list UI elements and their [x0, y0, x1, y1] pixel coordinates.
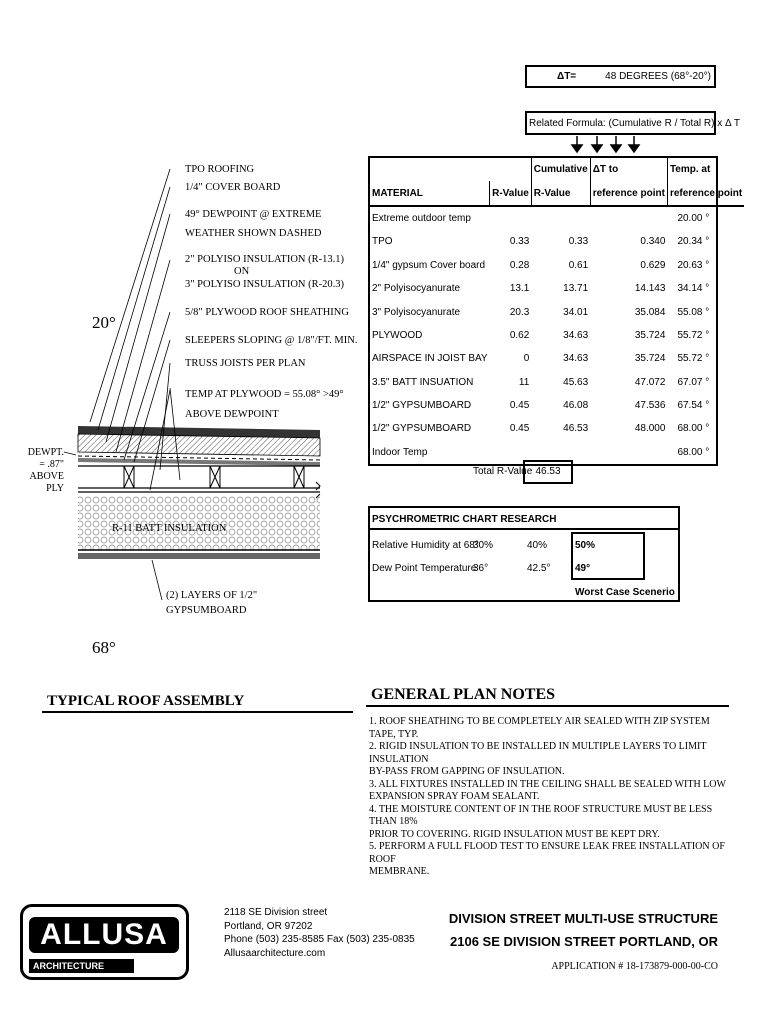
delta-t-cell	[590, 441, 667, 464]
cum-rvalue-cell: 0.61	[568, 259, 589, 271]
material-cell: 1/2" GYPSUMBOARD	[372, 400, 472, 412]
material-cell: 3.5" BATT INSUATION	[372, 376, 474, 388]
delta-t-cell: 0.629	[640, 259, 666, 271]
address-line-1: 2118 SE Division street	[224, 907, 328, 918]
material-cell: TPO	[372, 236, 393, 248]
project-title: DIVISION STREET MULTI-USE STRUCTURE	[448, 911, 718, 926]
dewpt-line-2: = .87"	[39, 459, 64, 470]
label-polyiso-1: 2" POLYISO INSULATION (R-13.1)	[185, 254, 344, 265]
delta-t-cell: 14.143	[634, 283, 666, 295]
temp-cell: 55.08 °	[677, 306, 710, 318]
table-row	[370, 254, 744, 277]
psychrometric-table	[368, 506, 680, 602]
material-cell: 2" Polyisocyanurate	[372, 283, 461, 295]
project-address: 2106 SE DIVISION STREET PORTLAND, OR	[450, 934, 718, 949]
table-row	[370, 324, 744, 347]
note-line: EXPANSION SPRAY FOAM SEALANT.	[369, 791, 540, 802]
table-row	[370, 417, 744, 440]
total-label: Total R-Value	[473, 466, 533, 477]
note-line: 3. ALL FIXTURES INSTALLED IN THE CEILING SHALL BE SEALED WITH LOW	[369, 778, 726, 790]
header-ref-temp: reference point	[667, 181, 744, 205]
rh-label: Relative Humidity at 68°	[372, 540, 479, 551]
delta-t-cell	[590, 206, 667, 230]
delta-t-cell: 47.536	[634, 400, 666, 412]
material-cell: 3" Polyisocyanurate	[372, 306, 461, 318]
dp-49: 49°	[575, 563, 591, 574]
note-line: 5. PERFORM A FULL FLOOD TEST TO ENSURE LEAK FREE INSTALLATION OF ROOF	[369, 841, 725, 865]
outside-temp: 20°	[92, 313, 116, 332]
rvalue-cell: 0.45	[509, 400, 530, 412]
cum-rvalue-cell: 34.63	[563, 353, 589, 365]
rvalue-cell: 13.1	[509, 283, 530, 295]
dewpt-line-3: ABOVE	[29, 471, 64, 482]
delta-t-cell: 47.072	[634, 376, 666, 388]
delta-t-cell: 35.724	[634, 353, 666, 365]
psych-title: PSYCHROMETRIC CHART RESEARCH	[372, 514, 557, 525]
temp-cell: 68.00 °	[677, 423, 710, 435]
phone-fax: Phone (503) 235-8585 Fax (503) 235-0835	[224, 934, 415, 945]
delta-t-value: 48 DEGREES (68°-20°)	[605, 71, 711, 82]
delta-t-box	[525, 65, 716, 88]
temp-cell: 34.14 °	[677, 283, 710, 295]
label-batt: R-11 BATT INSULATION	[112, 523, 227, 534]
delta-t-cell: 35.724	[634, 329, 666, 341]
down-arrows	[570, 135, 650, 155]
roof-assembly-title: TYPICAL ROOF ASSEMBLY	[47, 693, 245, 709]
material-cell: PLYWOOD	[372, 329, 423, 341]
material-cell: 1/4" gypsum Cover board	[372, 259, 486, 271]
table-row	[370, 347, 744, 370]
header-rvalue: R-Value	[490, 181, 532, 205]
table-row	[370, 230, 744, 253]
cum-rvalue-cell: 34.63	[563, 329, 589, 341]
firm-logo	[20, 904, 189, 980]
rvalue-cell: 0.33	[509, 236, 530, 248]
label-truss: TRUSS JOISTS PER PLAN	[185, 358, 306, 369]
cum-rvalue-cell: 13.71	[563, 283, 589, 295]
cum-rvalue-cell: 45.63	[563, 376, 589, 388]
header-cum-rvalue: R-Value	[531, 181, 590, 205]
material-cell: Indoor Temp	[372, 446, 428, 458]
label-dewpoint-1: 49° DEWPOINT @ EXTREME	[185, 209, 322, 220]
rvalue-cell	[490, 206, 532, 230]
delta-t-label: ΔT=	[557, 71, 577, 82]
label-gyp-1: (2) LAYERS OF 1/2"	[166, 590, 258, 601]
header-cumulative: Cumulative	[531, 158, 590, 181]
rvalue-cell: 20.3	[509, 306, 530, 318]
application-number: APPLICATION # 18-173879-000-00-CO	[551, 961, 718, 972]
label-cover-board: 1/4" COVER BOARD	[185, 182, 281, 193]
delta-t-cell: 35.084	[634, 306, 666, 318]
notes-title-rule	[366, 705, 729, 707]
label-plywood: 5/8" PLYWOOD ROOF SHEATHING	[185, 307, 349, 318]
logo-sub: ARCHITECTURE	[29, 959, 134, 973]
label-temp-2: ABOVE DEWPOINT	[185, 409, 279, 420]
cum-rvalue-cell: 46.53	[563, 423, 589, 435]
rh-30: 30%	[473, 540, 494, 551]
table-row	[370, 277, 744, 300]
rvalue-cell: 0.28	[509, 259, 530, 271]
cum-rvalue-cell	[531, 206, 590, 230]
address-line-2: Portland, OR 97202	[224, 920, 313, 932]
r-value-table	[368, 156, 743, 466]
firm-address	[224, 906, 415, 960]
delta-t-cell: 48.000	[634, 423, 666, 435]
temp-cell: 20.63 °	[677, 259, 710, 271]
label-polyiso-2: 3" POLYISO INSULATION (R-20.3)	[185, 279, 344, 290]
formula-box	[525, 111, 741, 135]
note-line: BY-PASS FROM GAPPING OF INSULATION.	[369, 766, 565, 777]
temp-cell: 67.07 °	[677, 376, 710, 388]
table-row	[370, 300, 744, 323]
label-gyp-2: GYPSUMBOARD	[166, 605, 247, 616]
table-row	[370, 394, 744, 417]
temp-cell: 68.00 °	[677, 446, 710, 458]
formula-text: Related Formula: (Cumulative R / Total R) x Δ T	[529, 118, 741, 129]
general-notes	[369, 716, 729, 879]
note-line: MEMBRANE.	[369, 866, 430, 877]
note-line: 1. ROOF SHEATHING TO BE COMPLETELY AIR SEALED WITH ZIP SYSTEM TAPE, TYP.	[369, 716, 710, 740]
cum-rvalue-cell: 0.33	[568, 236, 589, 248]
temp-cell: 20.34 °	[677, 236, 710, 248]
worst-case-label: Worst Case Scenerio	[575, 587, 675, 598]
material-cell: AIRSPACE IN JOIST BAY	[372, 353, 488, 365]
label-sleepers: SLEEPERS SLOPING @ 1/8"/FT. MIN.	[185, 335, 358, 346]
roof-title-rule	[42, 711, 353, 713]
header-ref-point: reference point	[590, 181, 667, 205]
label-dewpoint-2: WEATHER SHOWN DASHED	[185, 228, 322, 239]
notes-title: GENERAL PLAN NOTES	[371, 686, 556, 703]
total-value: 46.53	[523, 460, 573, 484]
table-row	[370, 371, 744, 394]
temp-cell: 67.54 °	[677, 400, 710, 412]
website: Allusaarchitecture.com	[224, 947, 326, 959]
temp-cell: 55.72 °	[677, 353, 710, 365]
inside-temp: 68°	[92, 638, 116, 657]
temp-cell: 20.00 °	[677, 212, 710, 224]
note-line: 4. THE MOISTURE CONTENT OF IN THE ROOF STRUCTURE MUST BE LESS THAN 18%	[369, 803, 713, 827]
dp-label: Dew Point Temperature	[372, 563, 477, 574]
label-polyiso-on: ON	[234, 266, 250, 277]
roof-layers	[78, 426, 320, 492]
material-cell: 1/2" GYPSUMBOARD	[372, 423, 472, 435]
material-cell: Extreme outdoor temp	[372, 212, 471, 224]
rvalue-cell: 0	[523, 353, 530, 365]
table-header-top	[370, 158, 744, 181]
note-line: 2. RIGID INSULATION TO BE INSTALLED IN MULTIPLE LAYERS TO LIMIT INSULATION	[369, 741, 707, 765]
table-header	[370, 181, 744, 205]
header-delta-t: ΔT to	[590, 158, 667, 181]
header-temp-at: Temp. at	[667, 158, 744, 181]
temp-cell: 55.72 °	[677, 329, 710, 341]
dewpt-note	[26, 447, 64, 495]
header-material: MATERIAL	[372, 187, 423, 199]
total-row	[368, 460, 573, 484]
delta-t-cell: 0.340	[640, 236, 666, 248]
worst-case-highlight	[571, 532, 645, 580]
rvalue-cell: 11	[518, 376, 530, 388]
cum-rvalue-cell: 46.08	[563, 400, 589, 412]
cum-rvalue-cell: 34.01	[563, 306, 589, 318]
label-temp-1: TEMP AT PLYWOOD = 55.08° >49°	[185, 389, 344, 400]
dewpt-line-4: PLY	[46, 483, 64, 494]
dp-42: 42.5°	[527, 563, 551, 574]
dp-36: 36°	[473, 563, 489, 574]
rh-40: 40%	[527, 540, 548, 551]
note-line: PRIOR TO COVERING. RIGID INSULATION MUST BE KEPT DRY.	[369, 828, 660, 840]
rh-50: 50%	[575, 540, 596, 551]
label-tpo: TPO ROOFING	[185, 164, 255, 175]
dewpt-line-1: DEWPT.	[27, 447, 64, 458]
logo-wordmark: ALLUSA	[29, 917, 179, 953]
rvalue-cell: 0.45	[509, 423, 530, 435]
rvalue-cell: 0.62	[509, 329, 530, 341]
table-row	[370, 206, 744, 230]
